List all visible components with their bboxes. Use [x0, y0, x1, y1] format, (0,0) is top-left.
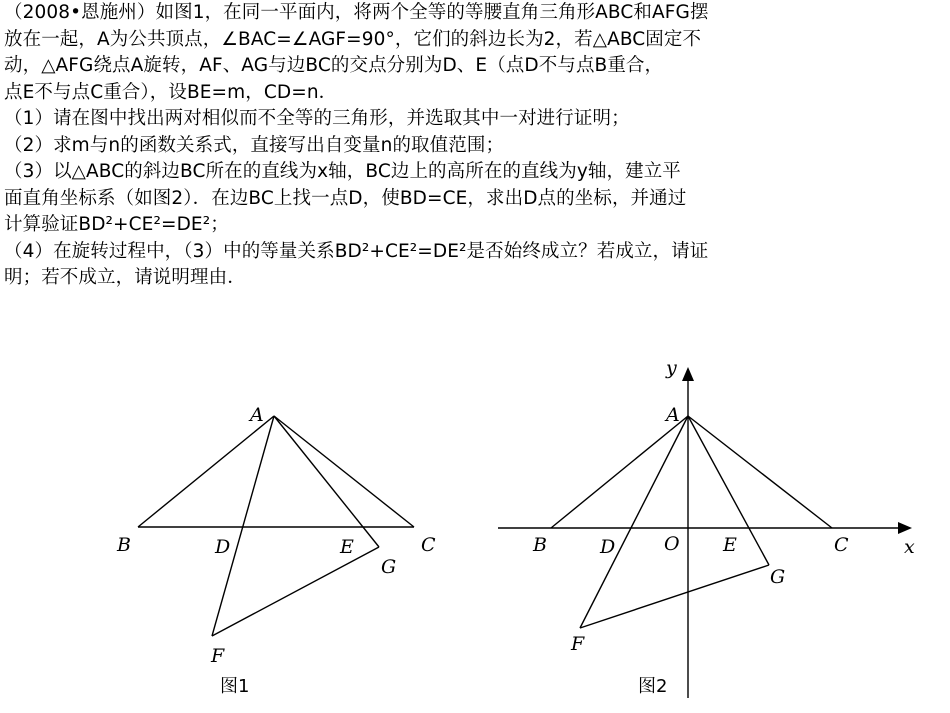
- label-c-2: C: [834, 534, 849, 556]
- label-a: A: [250, 404, 264, 426]
- triangle-afg-2: [580, 416, 769, 628]
- label-d-2: D: [600, 536, 616, 558]
- question-2: （2）求m与n的函数关系式，直接写出自变量n的取值范围；: [4, 134, 505, 156]
- label-g: G: [381, 556, 397, 578]
- label-o: O: [664, 533, 680, 555]
- label-e: E: [340, 536, 354, 558]
- label-y: y: [666, 357, 677, 379]
- segment-ab-2: [551, 416, 688, 528]
- question-3-line-1: （3）以△ABC的斜边BC所在的直线为x轴，BC边上的高所在的直线为y轴，建立平: [4, 161, 681, 182]
- segment-ac-2: [688, 416, 832, 528]
- question-4-line-1: （4）在旋转过程中，（3）中的等量关系BD²+CE²=DE²是否始终成立？若成立，请证: [4, 240, 709, 262]
- label-c: C: [421, 534, 436, 556]
- label-a-2: A: [666, 404, 680, 426]
- label-d: D: [215, 536, 231, 558]
- x-axis-arrow-icon: [898, 522, 912, 534]
- question-4-line-2: 明；若不成立，请说明理由．: [4, 267, 246, 288]
- label-x: x: [904, 536, 915, 558]
- label-g-2: G: [770, 566, 786, 588]
- coordinate-axes: [498, 367, 912, 698]
- label-f: F: [211, 645, 225, 667]
- label-e-2: E: [723, 534, 737, 556]
- question-3-line-3: 计算验证BD²+CE²=DE²；: [4, 214, 229, 235]
- y-axis-arrow-icon: [682, 367, 694, 381]
- question-1: （1）请在图中找出两对相似而不全等的三角形，并选取其中一对进行证明；: [4, 108, 630, 129]
- triangle-abc-2: [551, 416, 832, 528]
- problem-line-3: 动，△AFG绕点A旋转，AF、AG与边BC的交点分别为D、E（点D不与点B重合，: [4, 55, 664, 76]
- segment-af-2: [580, 416, 688, 628]
- label-b: B: [117, 534, 131, 556]
- figure-2-caption: 图2: [638, 676, 668, 697]
- figure-1-caption: 图1: [220, 676, 250, 697]
- label-b-2: B: [533, 534, 547, 556]
- problem-line-2: 放在一起，A为公共顶点，∠BAC=∠AGF=90°，它们的斜边长为2，若△ABC固定不: [4, 28, 702, 50]
- label-f-2: F: [571, 633, 585, 655]
- segment-fg-2: [580, 565, 769, 628]
- problem-line-4: 点E不与点C重合），设BE=m，CD=n．: [4, 81, 338, 103]
- question-3-line-2: 面直角坐标系（如图2）．在边BC上找一点D，使BD=CE，求出D点的坐标，并通过: [4, 187, 687, 209]
- problem-line-1: （2008•恩施州）如图1，在同一平面内，将两个全等的等腰直角三角形ABC和AFG摆: [4, 2, 709, 23]
